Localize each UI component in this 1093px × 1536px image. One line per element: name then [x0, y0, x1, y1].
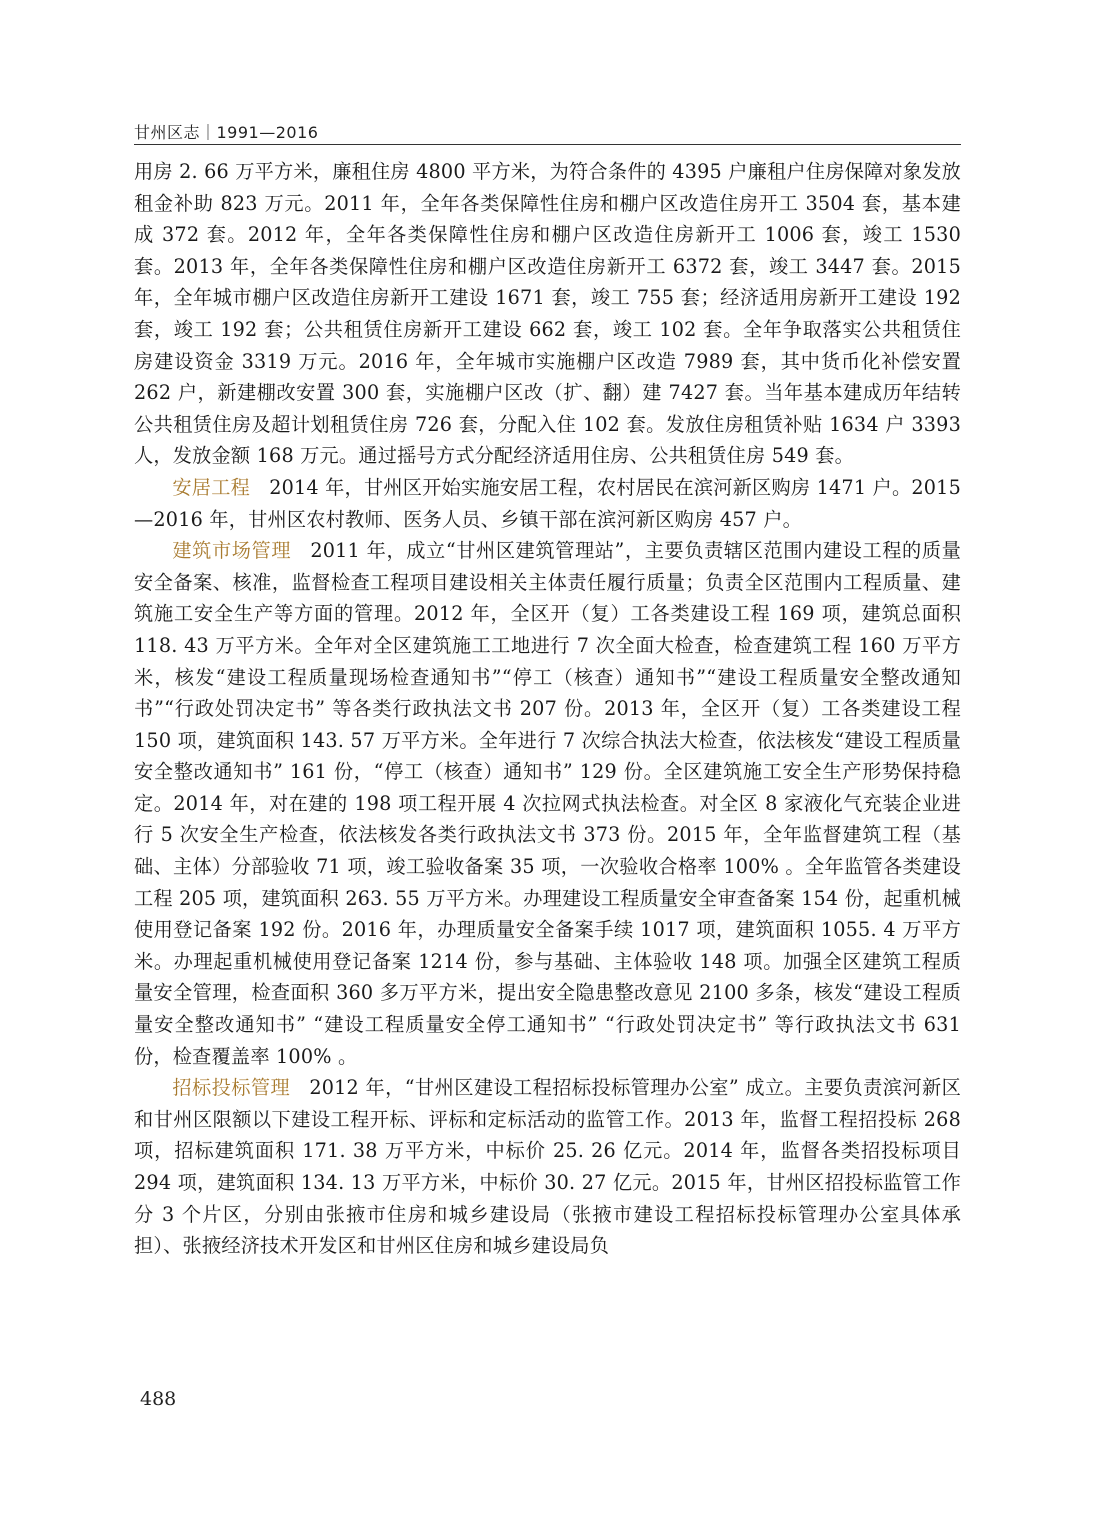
- paragraph-text: 2012 年，“甘州区建设工程招标投标管理办公室” 成立。主要负责滨河新区和甘州区限额以下建设工程开标、评标和定标活动的监管工作。2013 年，监督工程招投标 268 项，招标建筑面积 171. 38 万平方米，中标价 25. 26 亿元。2014 年，监督各类招投标项目 294 项，建筑面积 134. 13 万平方米，中标价 30. 27 亿元。2015 年，甘州区招投标监管工作分 3 个片区，分别由张掖市住房和城乡建设局（张掖市建设工程招标投标管理办公室具体承担）、张掖经济技术开发区和甘州区住房和城乡建设局负: [134, 1076, 962, 1258]
- paragraph-bidding-management: [134, 1072, 961, 1262]
- paragraph-housing-continued: [134, 156, 961, 472]
- paragraph-anju-project: [134, 472, 961, 535]
- paragraph-text: 2011 年，成立“甘州区建筑管理站”，主要负责辖区范围内建设工程的质量安全备案、核准，监督检查工程项目建设相关主体责任履行质量；负责全区范围内工程质量、建筑施工安全生产等方面的管理。2012 年，全区开（复）工各类建设工程 169 项，建筑总面积 118. 43 万平方米。全年对全区建筑施工工地进行 7 次全面大检查，检查建筑工程 160 万平方米，核发“建设工程质量现场检查通知书”“停工（核查）通知书”“建设工程质量安全整改通知书”“行政处罚决定书” 等各类行政执法文书 207 份。2013 年，全区开（复）工各类建设工程 150 项，建筑面积 143. 57 万平方米。全年进行 7 次综合执法大检查，依法核发“建设工程质量安全整改通知书” 161 份，“停工（核查）通知书” 129 份。全区建筑施工安全生产形势保持稳定。2014 年，对在建的 198 项工程开展 4 次拉网式执法检查。对全区 8 家液化气充装企业进行 5 次安全生产检查，依法核发各类行政执法文书 373 份。2015 年，全年监督建筑工程（基础、主体）分部验收 71 项，竣工验收备案 35 项，一次验收合格率 100% 。全年监管各类建设工程 205 项，建筑面积 263. 55 万平方米。办理建设工程质量安全审查备案 154 份，起重机械使用登记备案 192 份。2016 年，办理质量安全备案手续 1017 项，建筑面积 1055. 4 万平方米。办理起重机械使用登记备案 1214 份，参与基础、主体验收 148 项。加强全区建筑工程质量安全管理，检查面积 360 多万平方米，提出安全隐患整改意见 2100 多条，核发“建设工程质量安全整改通知书” “建设工程质量安全停工通知书” “行政处罚决定书” 等行政执法文书 631 份，检查覆盖率 100% 。: [134, 539, 962, 1068]
- section-heading: 招标投标管理: [172, 1076, 291, 1100]
- section-heading: 建筑市场管理: [172, 539, 292, 563]
- section-heading: 安居工程: [172, 475, 251, 499]
- header-rule: [134, 144, 961, 145]
- paragraph-text: 用房 2. 66 万平方米，廉租住房 4800 平方米，为符合条件的 4395 户廉租户住房保障对象发放租金补助 823 万元。2011 年，全年各类保障性住房和棚户区改造住房开工 3504 套，基本建成 372 套。2012 年，全年各类保障性住房和棚户区改造住房新开工 1006 套，竣工 1530 套。2013 年，全年各类保障性住房和棚户区改造住房新开工 6372 套，竣工 3447 套。2015 年，全年城市棚户区改造住房新开工建设 1671 套，竣工 755 套；经济适用房新开工建设 192 套，竣工 192 套；公共租赁住房新开工建设 662 套，竣工 102 套。全年争取落实公共租赁住房建设资金 3319 万元。2016 年，全年城市实施棚户区改造 7989 套，其中货币化补偿安置 262 户，新建棚改安置 300 套，实施棚户区改（扩、翻）建 7427 套。当年基本建成历年结转公共租赁住房及超计划租赁住房 726 套，分配入住 102 套。发放住房租赁补贴 1634 户 3393 人，发放金额 168 万元。通过摇号方式分配经济适用住房、公共租赁住房 549 套。: [134, 160, 961, 468]
- paragraph-construction-market: [134, 535, 961, 1072]
- body-text: [134, 156, 961, 1262]
- page-number: 488: [140, 1388, 177, 1410]
- running-header: 甘州区志｜1991—2016: [134, 123, 319, 142]
- paragraph-text: 2014 年，甘州区开始实施安居工程，农村居民在滨河新区购房 1471 户。2015—2016 年，甘州区农村教师、医务人员、乡镇干部在滨河新区购房 457 户。: [134, 475, 961, 531]
